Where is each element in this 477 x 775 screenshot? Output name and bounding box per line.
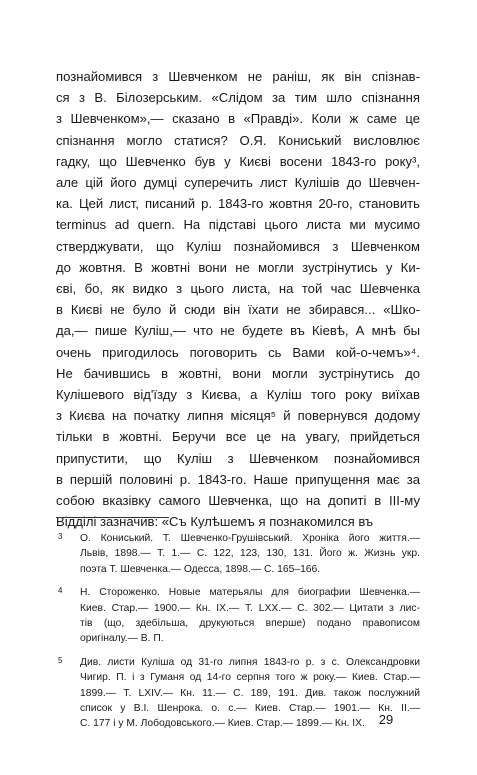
text-line: Відділі зазначив: «Съ Кулѣшемъ я познакомился въ bbox=[56, 514, 374, 530]
text-line: Не бачившись в жовтні, вони могли зустрінутись до bbox=[56, 365, 420, 381]
footnote-line: тів (що, здебільша, друкуються вперше) подано правописом bbox=[80, 618, 420, 630]
footnote-line: О. Кониський. Т. Шевченко-Грушівський. Хроніка його життя.— bbox=[80, 533, 420, 544]
footnote-line: Львів, 1898.— Т. 1.— С. 122, 123, 130, 131. Його ж. Жизнь укр. bbox=[80, 548, 420, 560]
text-line: з Києва на початку липня місяця⁵ й повернувся додому bbox=[56, 408, 420, 424]
page-number: 29 bbox=[378, 712, 394, 727]
text-line: але цій його думці суперечить лист Кулішів до Шевчен- bbox=[56, 175, 420, 191]
footnote-line: поэта Т. Шевченка.— Одесса, 1898.— С. 165–166. bbox=[80, 563, 321, 575]
text-line: в Києві не було й сюди він їхати не збирався... «Шко- bbox=[56, 302, 420, 318]
footnote-text bbox=[80, 531, 420, 577]
footnote-line: 1899.— Т. LXIV.— Кн. 11.— С. 189, 191. Див. також послужний bbox=[80, 687, 420, 699]
text-line: ка. Цей лист, писаний р. 1843-го жовтня 20-го, становить bbox=[56, 196, 420, 212]
footnote-number: 5 bbox=[58, 655, 63, 665]
text-line: з Шевченком»,— сказано в «Правді». Коли ж саме це bbox=[56, 111, 420, 127]
footnote-line: список у В.І. Шенрока. о. с.— Киев. Стар.— 1901.— Кн. II.— bbox=[80, 703, 420, 715]
footnotes bbox=[56, 531, 420, 740]
text-line: познайомився з Шевченком не раніш, як він спізнав- bbox=[56, 69, 420, 84]
footnote bbox=[56, 585, 420, 647]
text-line: Кулішевого від'їзду з Києва, а Куліш того року виїхав bbox=[56, 387, 420, 403]
footnote-line: Чигир. П. і з Гуманя од 14-го серпня того ж року.— Киев. Стар.— bbox=[80, 672, 420, 684]
text-line: тільки в жовтні. Беручи все це на увагу, прийдеться bbox=[56, 429, 420, 445]
text-line: ся з В. Білозерським. «Слідом за тим шло спізнання bbox=[56, 90, 420, 106]
text-line: стверджувати, що Куліш познайомився з Шевченком bbox=[56, 238, 420, 254]
text-line: собою вказівку самого Шевченка, що на допиті в ІІІ-му bbox=[56, 493, 420, 509]
text-line: в першій половині р. 1843-го. Наше припущення має за bbox=[56, 471, 420, 487]
text-line: спізнання могло статися? О.Я. Кониський висловлює bbox=[56, 132, 420, 148]
footnote-line: Див. листи Куліша од 31-го липня 1843-го р. з с. Олександровки bbox=[80, 656, 420, 668]
footnote-line: оригіналу.— В. П. bbox=[80, 633, 164, 645]
footnote-number: 4 bbox=[58, 586, 63, 596]
footnote-separator bbox=[56, 517, 169, 518]
text-line: да,— пише Куліш,— что не будете въ Кіевѣ, А мнѣ бы bbox=[56, 323, 420, 339]
text-line: припустити, що Куліш з Шевченком познайомився bbox=[56, 450, 420, 466]
footnote-line: С. 177 і у М. Лободовського.— Киев. Стар.— 1899.— Кн. IX. bbox=[80, 718, 365, 730]
footnote-line: Н. Стороженко. Новые матерьялы для биографии Шевченка.— bbox=[80, 587, 420, 599]
text-line: єві, бо, як видко з цього листа, на той час Шевченка bbox=[56, 281, 420, 297]
text-line: terminus ad quern. На підставі цього листа ми мусимо bbox=[56, 217, 420, 233]
footnote-number: 3 bbox=[58, 532, 63, 541]
footnote-line: Киев. Стар.— 1900.— Кн. IX.— Т. LXX.— С. 302.— Цитати з лис- bbox=[80, 602, 420, 614]
footnote-text bbox=[80, 585, 420, 647]
main-text bbox=[56, 66, 420, 532]
text-line: гадку, що Шевченко був у Києві восени 1843-го року³, bbox=[56, 153, 420, 169]
text-line: до жовтня. В жовтні вони не могли зустрінутись у Ки- bbox=[56, 259, 420, 275]
footnote bbox=[56, 531, 420, 577]
text-line: очень пригодилось поговорить сь Вами кой-о-чемъ»⁴. bbox=[56, 344, 420, 360]
